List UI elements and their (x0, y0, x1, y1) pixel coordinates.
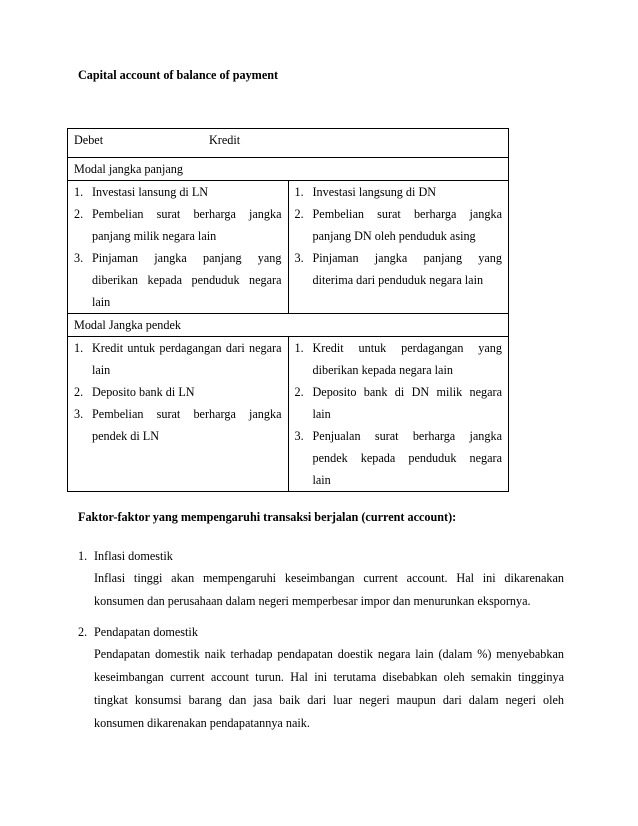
list-item-line: Pembelian surat berharga jangka (92, 407, 282, 421)
list-item-line: Pembelian surat berharga jangka (92, 207, 282, 221)
list-item-line: pendek kepada penduduk negara (312, 451, 502, 465)
list-item-line: Pinjaman jangka panjang yang (312, 251, 502, 265)
section-row-long-term (68, 158, 509, 181)
list-item (74, 203, 282, 247)
factor-title: Inflasi domestik (94, 549, 173, 563)
capital-account-table (67, 128, 509, 492)
list-item (74, 337, 282, 381)
factor-body-line: konsumen dikarenakan pendapatannya naik. (94, 716, 310, 730)
list-item (74, 403, 282, 447)
factor-title-row (78, 545, 564, 567)
list-item-line: Deposito bank di LN (92, 385, 195, 399)
list-item-line: panjang milik negara lain (92, 229, 217, 243)
table-header-row (68, 129, 509, 158)
list-item-line: Kredit untuk perdagangan yang (312, 341, 502, 355)
list-item (295, 203, 503, 247)
header-kredit: Kredit (209, 133, 241, 147)
list-item (295, 381, 503, 425)
list-item-number: 2. (74, 207, 84, 221)
list-item (295, 425, 503, 491)
list-item-line: lain (92, 295, 111, 309)
list-item-number: 2. (74, 385, 84, 399)
list-item-line: lain (92, 363, 111, 377)
short-term-items-row (68, 337, 509, 492)
short-term-kredit-list (295, 337, 503, 491)
list-item-line: Pinjaman jangka panjang yang (92, 251, 282, 265)
factor-title-row (78, 621, 564, 643)
list-item (74, 247, 282, 313)
list-item (295, 181, 503, 203)
factor-body-line: Inflasi tinggi akan mempengaruhi keseimbangan current account. Hal ini dikarenakan (94, 571, 564, 585)
list-item-number: 3. (74, 251, 84, 265)
list-item-number: 3. (294, 429, 304, 443)
list-item-line: Investasi lansung di LN (92, 185, 209, 199)
list-item-line: panjang DN oleh penduduk asing (312, 229, 476, 243)
list-item-number: 1. (294, 185, 304, 199)
short-term-kredit-cell (288, 337, 509, 492)
factors-heading: Faktor-faktor yang mempengaruhi transaksi berjalan (current account): (78, 510, 457, 524)
factor-body-line: konsumen dan perusahaan dalam negeri memperbesar impor dan menurunkan ekspornya. (94, 594, 531, 608)
long-term-kredit-list (295, 181, 503, 291)
table-header-cell (68, 129, 509, 158)
factor-title: Pendapatan domestik (94, 625, 198, 639)
header-debet: Debet (74, 133, 104, 147)
list-item-line: Penjualan surat berharga jangka (312, 429, 502, 443)
factor-body (78, 567, 564, 613)
section-label-short-term: Modal Jangka pendek (68, 314, 509, 337)
page-title: Capital account of balance of payment (78, 68, 279, 82)
factor-item-inflation (78, 545, 564, 613)
factor-number: 1. (78, 549, 88, 563)
list-item (74, 381, 282, 403)
list-item-number: 2. (294, 385, 304, 399)
list-item-line: diberikan kepada penduduk negara (92, 273, 282, 287)
long-term-items-row (68, 181, 509, 314)
factor-item-income (78, 621, 564, 735)
list-item-line: Investasi langsung di DN (312, 185, 437, 199)
list-item-number: 1. (294, 341, 304, 355)
list-item-number: 2. (294, 207, 304, 221)
list-item-number: 3. (294, 251, 304, 265)
section-label-long-term: Modal jangka panjang (68, 158, 509, 181)
list-item-line: pendek di LN (92, 429, 160, 443)
long-term-debet-cell (68, 181, 289, 314)
list-item (295, 337, 503, 381)
factor-body (78, 643, 564, 735)
section-row-short-term (68, 314, 509, 337)
list-item-number: 1. (74, 341, 84, 355)
list-item-number: 3. (74, 407, 84, 421)
factor-body-line: Pendapatan domestik naik terhadap pendapatan doestik negara lain (dalam %) menyebabkan (94, 647, 564, 661)
list-item-line: diberikan kepada negara lain (312, 363, 453, 377)
list-item-line: lain (312, 473, 331, 487)
list-item-line: Deposito bank di DN milik negara lain (312, 385, 502, 421)
factor-body-line: tingkat konsumsi barang dan jasa baik dari luar negeri maupun dari dalam negeri oleh (94, 693, 564, 707)
list-item (74, 181, 282, 203)
list-item (295, 247, 503, 291)
long-term-kredit-cell (288, 181, 509, 314)
long-term-debet-list (74, 181, 282, 313)
short-term-debet-cell (68, 337, 289, 492)
list-item-line: Pembelian surat berharga jangka (312, 207, 502, 221)
short-term-debet-list (74, 337, 282, 447)
list-item-line: Kredit untuk perdagangan dari negara (92, 341, 282, 355)
factor-body-line: keseimbangan current account turun. Hal ini terutama disebabkan oleh semakin tingginya (94, 670, 564, 684)
factor-number: 2. (78, 625, 88, 639)
list-item-number: 1. (74, 185, 84, 199)
list-item-line: diterima dari penduduk negara lain (312, 273, 484, 287)
